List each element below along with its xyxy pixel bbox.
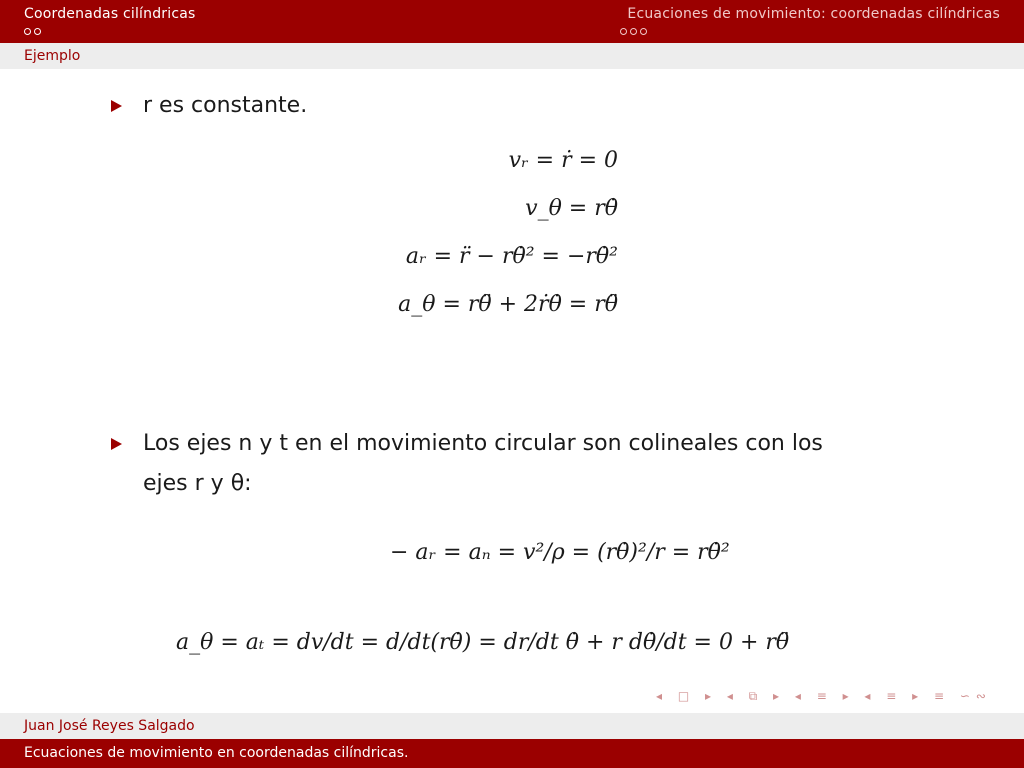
footer-author: Juan José Reyes Salgado (24, 718, 195, 734)
bullet-text-2-line1: Los ejes n y t en el movimiento circular son colineales con los (143, 431, 823, 456)
slide-dot[interactable] (24, 28, 31, 35)
section-link-right[interactable]: Ecuaciones de movimiento: coordenadas cilíndricas (627, 6, 1000, 22)
header-bar (0, 0, 1024, 43)
equation-vr: vᵣ = ṙ = 0 (508, 148, 618, 173)
slide-dot[interactable] (640, 28, 647, 35)
equation-atheta: a_θ = rθ̈ + 2ṙθ̇ = rθ̈ (398, 292, 618, 317)
bullet-marker-1 (111, 100, 122, 112)
bullet-text-1: r es constante. (143, 93, 308, 118)
beamer-nav-symbols[interactable]: ◂ □ ▸ ◂ ⧉ ▸ ◂ ≡ ▸ ◂ ≡ ▸ ≡ ∽∾ (656, 689, 992, 703)
subsection-bar (0, 43, 1024, 69)
section-link-left[interactable]: Coordenadas cilíndricas (24, 6, 196, 22)
footer-author-bar (0, 713, 1024, 739)
equation-ar: aᵣ = r̈ − rθ̇² = −rθ̇² (405, 244, 618, 269)
slide-dots-left[interactable] (24, 28, 41, 35)
bullet-text-2-line2: ejes r y θ: (143, 471, 252, 496)
equation-vtheta: v_θ = rθ̇ (525, 196, 618, 221)
slide-dot[interactable] (34, 28, 41, 35)
slide-dot[interactable] (620, 28, 627, 35)
subsection-title: Ejemplo (24, 48, 81, 64)
bullet-marker-2 (111, 438, 122, 450)
slide-dots-right[interactable] (620, 28, 647, 35)
footer-title-bar (0, 739, 1024, 768)
equation-tangential-accel: a_θ = aₜ = dv/dt = d/dt(rθ̇) = dr/dt θ̇ + r dθ̇/dt = 0 + rθ̈ (176, 630, 790, 655)
footer-title: Ecuaciones de movimiento en coordenadas cilíndricas. (24, 745, 409, 761)
slide-dot[interactable] (630, 28, 637, 35)
equation-normal-accel: − aᵣ = aₙ = v²/ρ = (rθ̇)²/r = rθ̇² (390, 540, 730, 565)
